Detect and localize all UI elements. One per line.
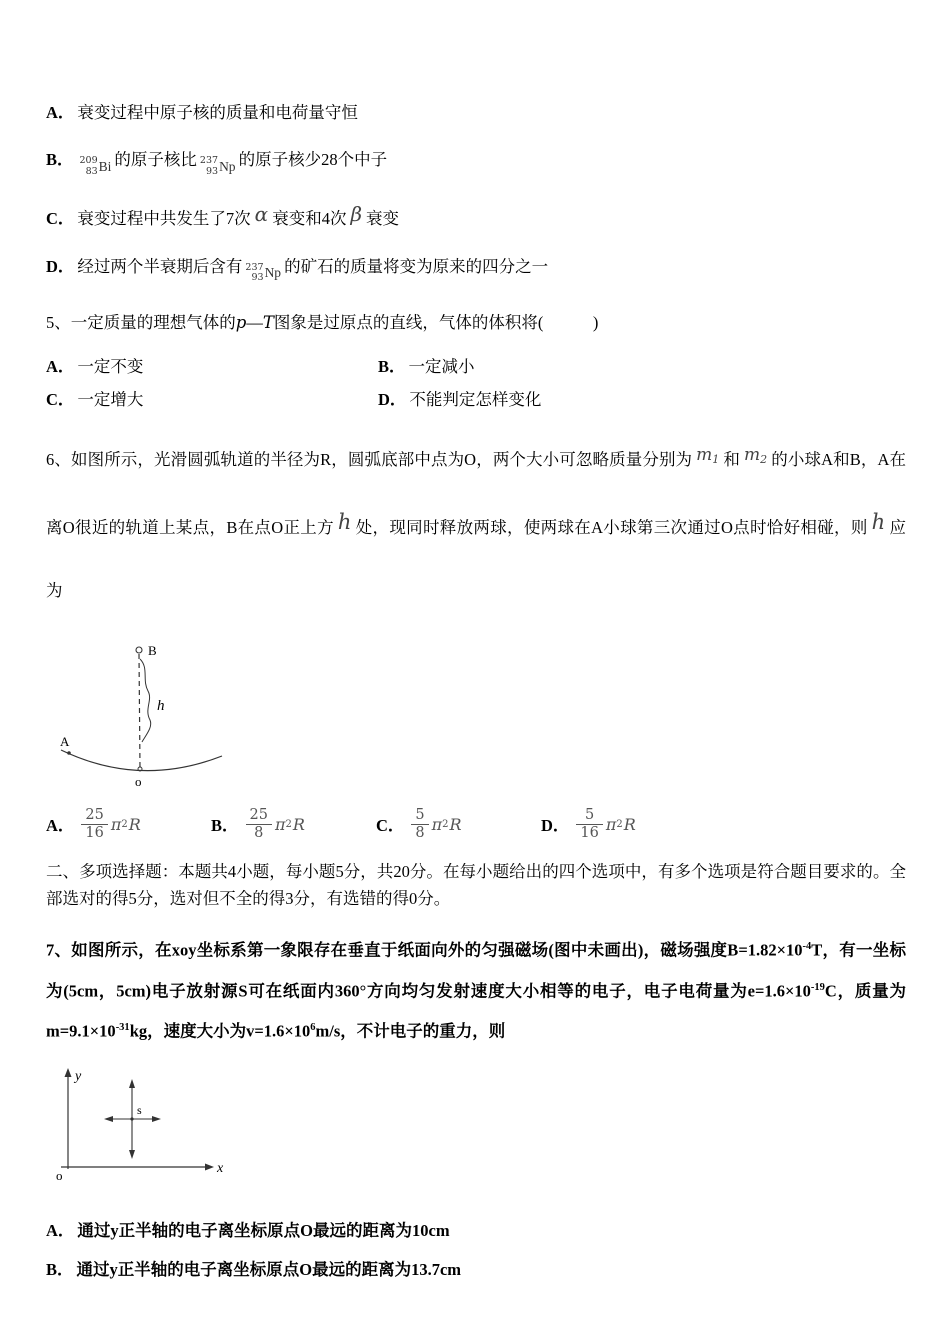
math-h-1 — [338, 510, 352, 534]
q6-seg2: 和 — [723, 449, 741, 469]
q5-option-a — [46, 354, 378, 380]
alpha-symbol: α — [254, 202, 269, 227]
q4-option-a-text: 衰变过程中原子核的质量和电荷量守恒 — [77, 103, 358, 122]
section-2-header: 二、多项选择题：本题共4小题，每小题5分，共20分。在每小题给出的四个选项中，有多个选项是符合题目要求的。全部选对的得5分，选对但不全的得3分，有选错的得0分。 — [46, 861, 906, 908]
question-6-stem — [46, 424, 906, 622]
fraction-a-den: 16 — [85, 824, 104, 841]
nuclide-np-d-scripts — [245, 263, 263, 283]
q4-option-b-mid: 的原子核比 — [114, 150, 197, 170]
label-x: x — [217, 1161, 224, 1177]
radius-var-a: R — [128, 814, 141, 834]
arrow-right — [152, 1116, 161, 1122]
nuclide-np-z: 93 — [205, 165, 219, 177]
source-s-marker — [130, 1117, 133, 1120]
q7-seg3: C，质量为m=9.1×10 — [46, 981, 906, 1041]
fraction-c-den: 8 — [415, 824, 425, 841]
q4-option-a-label: A． — [46, 103, 75, 122]
q4-option-b — [46, 147, 906, 177]
fraction-d-den: 16 — [580, 824, 599, 841]
nuclide-np-scripts — [200, 156, 218, 176]
nuclide-np-237-93 — [200, 156, 236, 178]
nuclide-bi-209-83 — [80, 156, 112, 178]
q5-options — [46, 354, 906, 414]
q4-option-c-seg2: 衰变和4次 — [272, 209, 347, 229]
q7-seg4: kg，速度大小为v=1.6×10 — [129, 1021, 311, 1041]
q6-option-a-label: A． — [46, 816, 75, 836]
q6-option-c-label: C． — [376, 816, 405, 836]
q5-option-c-label: C． — [46, 390, 75, 410]
q6-seg1: 6、如图所示，光滑圆弧轨道的半径为R，圆弧底部中点为O，两个大小可忽略质量分别为 — [46, 449, 693, 469]
label-o: o — [135, 774, 142, 790]
q5-option-d-label: D． — [378, 390, 407, 410]
nuclide-np-mass: 237 — [199, 155, 219, 167]
nuclide-bi-scripts — [80, 156, 98, 176]
q7-option-a-text: 通过y正半轴的电子离坐标原点O最远的距离为10cm — [77, 1221, 450, 1241]
question-5-stem — [46, 309, 906, 337]
pi-exp-d: 2 — [616, 818, 623, 830]
math-m1-sub: 1 — [712, 452, 720, 466]
arrow-down — [129, 1150, 135, 1159]
q5-option-b — [378, 354, 906, 380]
q6-option-b — [211, 807, 376, 841]
q7-option-b — [46, 1257, 906, 1283]
nuclide-np-d-mass: 237 — [245, 261, 264, 273]
q4-option-c — [46, 198, 906, 232]
nuclide-np-d-z: 93 — [251, 272, 264, 284]
arrow-up — [129, 1079, 135, 1088]
q7-exp4: 6 — [310, 1022, 316, 1034]
ball-b-marker — [136, 647, 142, 653]
q6-option-b-formula — [246, 807, 305, 841]
nuclide-np-d-symbol: Np — [264, 264, 282, 280]
nuclide-bi-mass: 209 — [79, 155, 98, 167]
q5-option-d-text: 不能判定怎样变化 — [409, 390, 542, 410]
label-a: A — [60, 734, 70, 750]
math-h-1-var: h — [337, 509, 352, 534]
q6-seg3: 的小球A和B，A在离O很近的轨道上某点，B在点O正上方 — [46, 449, 907, 537]
pi-symbol-c: π — [431, 814, 443, 834]
x-axis-arrow — [205, 1164, 214, 1171]
math-m2-sub: 2 — [760, 452, 768, 466]
q7-coordinate-figure — [52, 1066, 232, 1184]
q6-options — [46, 807, 906, 841]
q5-option-c-text: 一定增大 — [77, 390, 144, 410]
fraction-b — [246, 807, 272, 841]
fraction-d — [576, 807, 602, 841]
q6-seg5: 应为 — [46, 517, 906, 600]
q6-option-d-formula — [576, 807, 635, 841]
q5-option-a-text: 一定不变 — [77, 356, 144, 376]
nuclide-bi-z: 83 — [85, 165, 98, 177]
q7-exp3: -31 — [115, 1022, 130, 1034]
label-origin: o — [56, 1168, 63, 1184]
q6-arc-figure — [56, 638, 231, 793]
radius-var-c: R — [449, 814, 462, 834]
math-m2 — [744, 445, 767, 465]
q7-exp2: -19 — [810, 981, 825, 993]
q4-option-a — [46, 100, 906, 126]
y-axis-arrow — [65, 1068, 72, 1077]
pi-exp-a: 2 — [121, 818, 128, 830]
pi-symbol-b: π — [274, 814, 286, 834]
label-b: B — [148, 643, 157, 659]
ball-a-marker — [67, 751, 71, 755]
drop-dashed-line — [139, 654, 140, 768]
var-p: p — [235, 313, 247, 333]
label-y: y — [75, 1069, 82, 1085]
q6-option-a-formula — [81, 807, 140, 841]
q4-option-d-seg2: 的矿石的质量将变为原来的四分之一 — [284, 256, 549, 276]
q5-dash: — — [246, 313, 263, 333]
arrow-left — [104, 1116, 113, 1122]
q5-option-b-label: B． — [378, 356, 406, 376]
pi-exp-b: 2 — [285, 818, 292, 830]
fraction-d-num: 5 — [576, 807, 602, 825]
q7-seg1: 7、如图所示，在xoy坐标系第一象限存在垂直于纸面向外的匀强磁场(图中未画出)，磁场强度B=1.82×10 — [46, 940, 803, 960]
q7-seg2: T，有一坐标为(5cm，5cm)电子放射源S可在纸面内360°方向均匀发射速度大小相等的电子，电子电荷量为e=1.6×10 — [46, 940, 906, 1001]
nuclide-np-237-93-d — [245, 262, 281, 284]
q6-option-d-label: D． — [541, 816, 570, 836]
label-h: h — [157, 698, 165, 715]
radius-var-b: R — [292, 814, 305, 834]
q5-option-a-label: A． — [46, 356, 75, 376]
math-m1 — [696, 445, 719, 465]
fraction-a-num: 25 — [81, 807, 107, 825]
fraction-c — [411, 807, 428, 841]
fraction-b-num: 25 — [246, 807, 272, 825]
math-h-2-var: h — [871, 509, 886, 534]
q4-option-b-label: B． — [46, 150, 74, 170]
q4-option-d — [46, 254, 906, 284]
q4-option-b-end: 的原子核少28个中子 — [238, 150, 388, 170]
q7-seg5: m/s，不计电子的重力，则 — [315, 1021, 506, 1041]
pi-symbol-d: π — [605, 814, 617, 834]
math-m1-base: m — [696, 444, 713, 465]
q5-stem-post: 图象是过原点的直线，气体的体积将( ) — [273, 313, 599, 333]
question-7-stem — [46, 928, 906, 1050]
q4-option-d-label: D． — [46, 256, 75, 276]
pi-exp-c: 2 — [442, 818, 449, 830]
q6-option-d — [541, 807, 706, 841]
q7-exp1: -4 — [802, 941, 812, 953]
q6-option-c — [376, 807, 541, 841]
q5-option-d — [378, 387, 906, 413]
q4-option-d-seg1: 经过两个半衰期后含有 — [77, 256, 243, 276]
beta-symbol: β — [350, 202, 362, 227]
q4-option-c-label: C． — [46, 209, 75, 229]
q6-option-b-label: B． — [211, 816, 239, 836]
q5-option-c — [46, 387, 378, 413]
fraction-c-num: 5 — [411, 807, 428, 825]
pi-symbol-a: π — [110, 814, 122, 834]
fraction-b-den: 8 — [254, 824, 264, 841]
q4-option-c-seg1: 衰变过程中共发生了7次 — [77, 209, 251, 229]
label-s: s — [137, 1103, 142, 1118]
nuclide-bi-symbol: Bi — [98, 158, 112, 174]
q6-seg4: 处，现同时释放两球，使两球在A小球第三次通过O点时恰好相碰，则 — [355, 517, 868, 537]
nuclide-np-symbol: Np — [219, 158, 236, 174]
q7-option-a-label: A． — [46, 1221, 75, 1241]
q7-option-a — [46, 1218, 906, 1244]
height-squiggle — [140, 659, 151, 742]
q7-option-b-text: 通过y正半轴的电子离坐标原点O最远的距离为13.7cm — [76, 1260, 462, 1280]
math-h-2 — [872, 510, 886, 534]
math-m2-base: m — [744, 444, 761, 465]
fraction-a — [81, 807, 107, 841]
q4-option-c-seg3: 衰变 — [366, 209, 399, 229]
q5-stem-pre: 5、一定质量的理想气体的 — [46, 313, 236, 333]
q5-option-b-text: 一定减小 — [408, 356, 475, 376]
var-T: T — [262, 313, 274, 333]
q6-option-a — [46, 807, 211, 841]
q7-option-b-label: B． — [46, 1260, 74, 1280]
radius-var-d: R — [623, 814, 636, 834]
q6-option-c-formula — [411, 807, 461, 841]
